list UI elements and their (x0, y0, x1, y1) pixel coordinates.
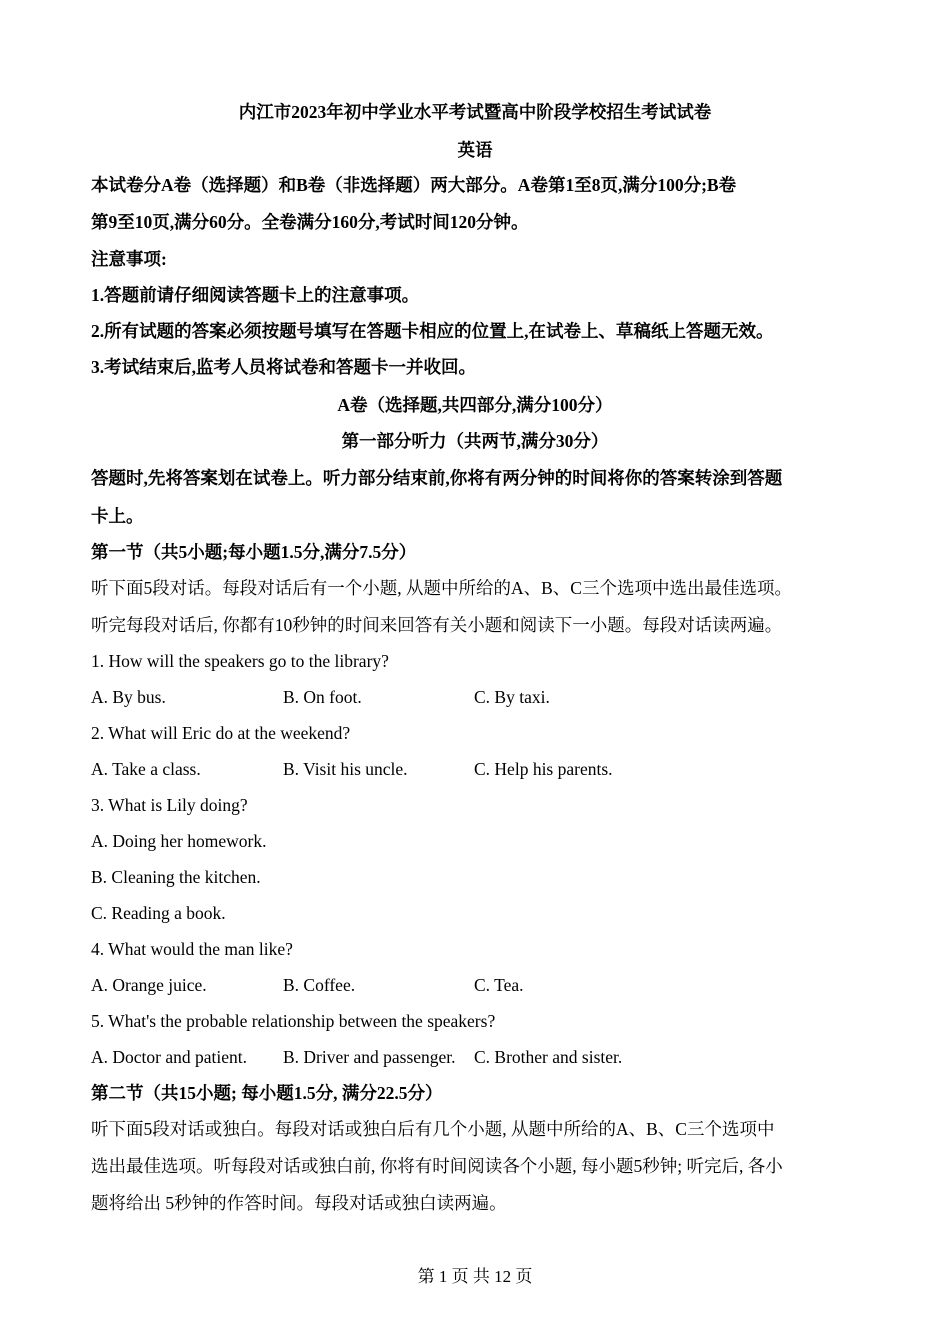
q4-option-a: A. Orange juice. (91, 975, 207, 995)
section1-directions-1: 听下面5段对话。每段对话后有一个小题, 从题中所给的A、B、C三个选项中选出最佳选项。 (91, 578, 792, 598)
section2-directions-2: 选出最佳选项。听每段对话或独白前, 你将有时间阅读各个小题, 每小题5秒钟; 听完后, 各小 (91, 1156, 783, 1176)
exam-title: 内江市2023年初中学业水平考试暨高中阶段学校招生考试试卷 (238, 102, 712, 122)
subject-title: 英语 (457, 140, 493, 160)
q3-option-c: C. Reading a book. (91, 903, 226, 923)
q1-option-a: A. By bus. (91, 687, 166, 707)
q2-option-a: A. Take a class. (91, 759, 201, 779)
section1-directions-2: 听完每段对话后, 你都有10秒钟的时间来回答有关小题和阅读下一小题。每段对话读两遍。 (91, 615, 783, 635)
section2-directions-3: 题将给出 5秒钟的作答时间。每段对话或独白读两遍。 (91, 1193, 507, 1213)
q2-option-b: B. Visit his uncle. (283, 759, 408, 779)
q3-option-b: B. Cleaning the kitchen. (91, 867, 261, 887)
q5-option-c: C. Brother and sister. (474, 1047, 623, 1067)
section2-directions-1: 听下面5段对话或独白。每段对话或独白后有几个小题, 从题中所给的A、B、C三个选项中 (91, 1119, 775, 1139)
note-item-2: 2.所有试题的答案必须按题号填写在答题卡相应的位置上,在试卷上、草稿纸上答题无效。 (91, 321, 774, 341)
q4-option-b: B. Coffee. (283, 975, 356, 995)
question-1: 1. How will the speakers go to the library? (91, 651, 389, 671)
section-a-title: A卷（选择题,共四部分,满分100分） (337, 395, 613, 415)
q4-option-c: C. Tea. (474, 975, 524, 995)
q2-option-c: C. Help his parents. (474, 759, 613, 779)
question-5: 5. What's the probable relationship between the speakers? (91, 1011, 496, 1031)
question-3: 3. What is Lily doing? (91, 795, 248, 815)
note-item-1: 1.答题前请仔细阅读答题卡上的注意事项。 (91, 285, 420, 305)
note-item-3: 3.考试结束后,监考人员将试卷和答题卡一并收回。 (91, 357, 476, 377)
section2-heading: 第二节（共15小题; 每小题1.5分, 满分22.5分） (91, 1083, 443, 1103)
q5-option-a: A. Doctor and patient. (91, 1047, 247, 1067)
q1-option-b: B. On foot. (283, 687, 362, 707)
part1-title: 第一部分听力（共两节,满分30分） (341, 431, 609, 451)
q5-option-b: B. Driver and passenger. (283, 1047, 456, 1067)
question-2: 2. What will Eric do at the weekend? (91, 723, 351, 743)
listening-instruction-1: 答题时,先将答案划在试卷上。听力部分结束前,你将有两分钟的时间将你的答案转涂到答题 (91, 468, 783, 488)
intro-line-1: 本试卷分A卷（选择题）和B卷（非选择题）两大部分。A卷第1至8页,满分100分;B卷 (91, 175, 737, 195)
page-indicator: 第 1 页 共 12 页 (417, 1267, 533, 1286)
question-4: 4. What would the man like? (91, 939, 293, 959)
listening-instruction-2: 卡上。 (91, 506, 144, 526)
q3-option-a: A. Doing her homework. (91, 831, 267, 851)
q1-option-c: C. By taxi. (474, 687, 550, 707)
notes-heading: 注意事项: (91, 249, 167, 269)
intro-line-2: 第9至10页,满分60分。全卷满分160分,考试时间120分钟。 (91, 212, 529, 232)
section1-heading: 第一节（共5小题;每小题1.5分,满分7.5分） (91, 542, 417, 562)
